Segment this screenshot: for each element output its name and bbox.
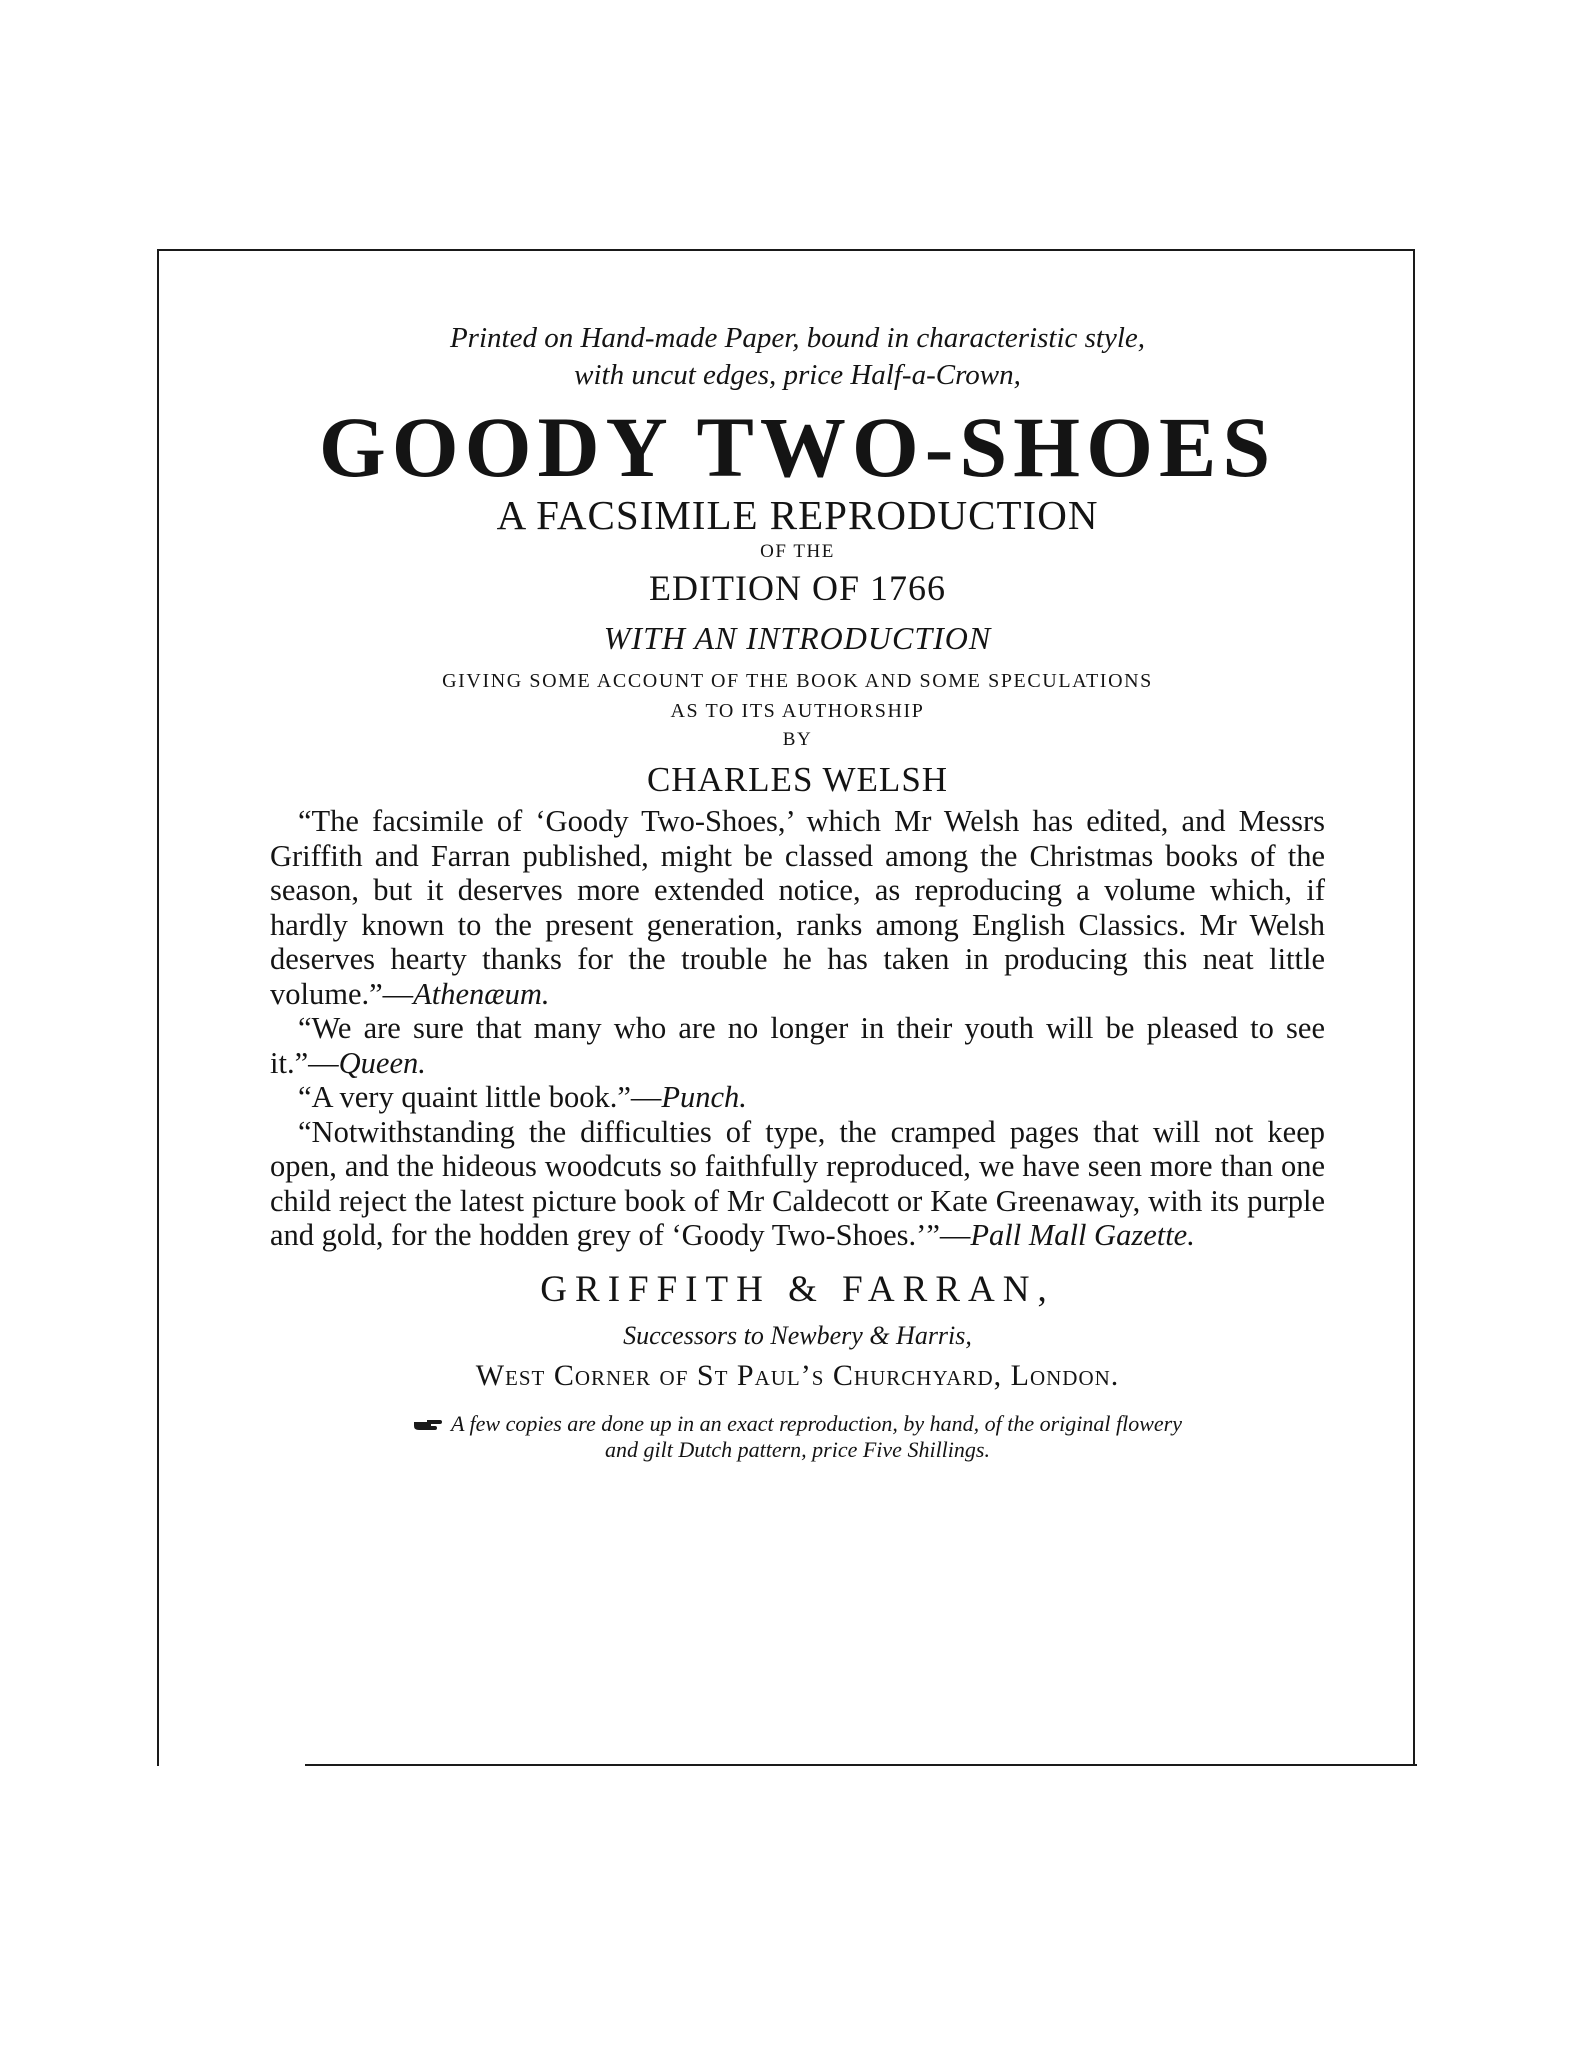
quote-athenaeum (270, 804, 1325, 1011)
footnote-line-1 (270, 1411, 1325, 1437)
header-note-line-2: with uncut edges, price Half-a-Crown, (574, 359, 1021, 391)
book-subtitle: A FACSIMILE REPRODUCTION (496, 492, 1099, 538)
of-the-label: OF THE (760, 541, 835, 562)
quote-text: “A very quaint little book.”— (298, 1080, 662, 1114)
by-label: BY (782, 729, 813, 750)
quote-source: Queen. (338, 1045, 426, 1080)
quote-punch (270, 1080, 1325, 1115)
pointing-hand-icon (413, 1417, 443, 1433)
publisher-name: GRIFFITH & FARRAN, (540, 1268, 1055, 1310)
author-name: CHARLES WELSH (646, 760, 949, 799)
header-note (270, 320, 1325, 394)
quote-text: “The facsimile of ‘Goody Two-Shoes,’ which Mr Welsh has edited, and Messrs Griffith and Farran published, might be classed among the Christmas books of the season, but it deserves more extended notice, as reproducing a volume which, if hardly known to the present generation, ranks among English Classics. Mr Welsh deserves hearty thanks for the trouble he has taken in producing this neat little volume.”— (270, 804, 1325, 1011)
footnote-line-2: and gilt Dutch pattern, price Five Shillings. (605, 1436, 990, 1462)
quote-source: Punch. (661, 1080, 747, 1114)
quote-queen (270, 1011, 1325, 1080)
introduction-description-line-2: AS TO ITS AUTHORSHIP (670, 700, 925, 722)
header-note-line-1: Printed on Hand-made Paper, bound in characteristic style, (449, 322, 1146, 354)
publisher-address: West Corner of St Paul’s Churchyard, London. (475, 1358, 1120, 1392)
quote-text: “Notwithstanding the difficulties of type, the cramped pages that will not keep open, and the hideous woodcuts so faithfully reproduced, we have seen more than one child reject the latest picture book of Mr Caldecott or Kate Greenaway, with its purple and gold, for the hodden grey of ‘Goody Two-Shoes.’”— (270, 1114, 1325, 1252)
edition-line: EDITION OF 1766 (649, 568, 946, 608)
footnote-text-1: A few copies are done up in an exact reproduction, by hand, of the original flowery (451, 1410, 1182, 1436)
quote-source: Athenæum. (413, 976, 550, 1011)
advertisement-content (270, 320, 1325, 1463)
book-title: GOODY TWO-SHOES (318, 399, 1277, 495)
press-quotes (270, 804, 1325, 1253)
introduction-description-line-1: GIVING SOME ACCOUNT OF THE BOOK AND SOME SPECULATIONS (442, 670, 1153, 692)
quote-pall-mall-gazette (270, 1115, 1325, 1253)
page-border-bottom-rule (305, 1764, 1417, 1766)
publisher-successors: Successors to Newbery & Harris, (623, 1320, 972, 1350)
footnote (270, 1411, 1325, 1463)
quote-source: Pall Mall Gazette. (970, 1218, 1195, 1252)
introduction-heading: WITH AN INTRODUCTION (603, 620, 992, 656)
quote-text: “We are sure that many who are no longer in their youth will be pleased to see it.”— (270, 1011, 1325, 1080)
